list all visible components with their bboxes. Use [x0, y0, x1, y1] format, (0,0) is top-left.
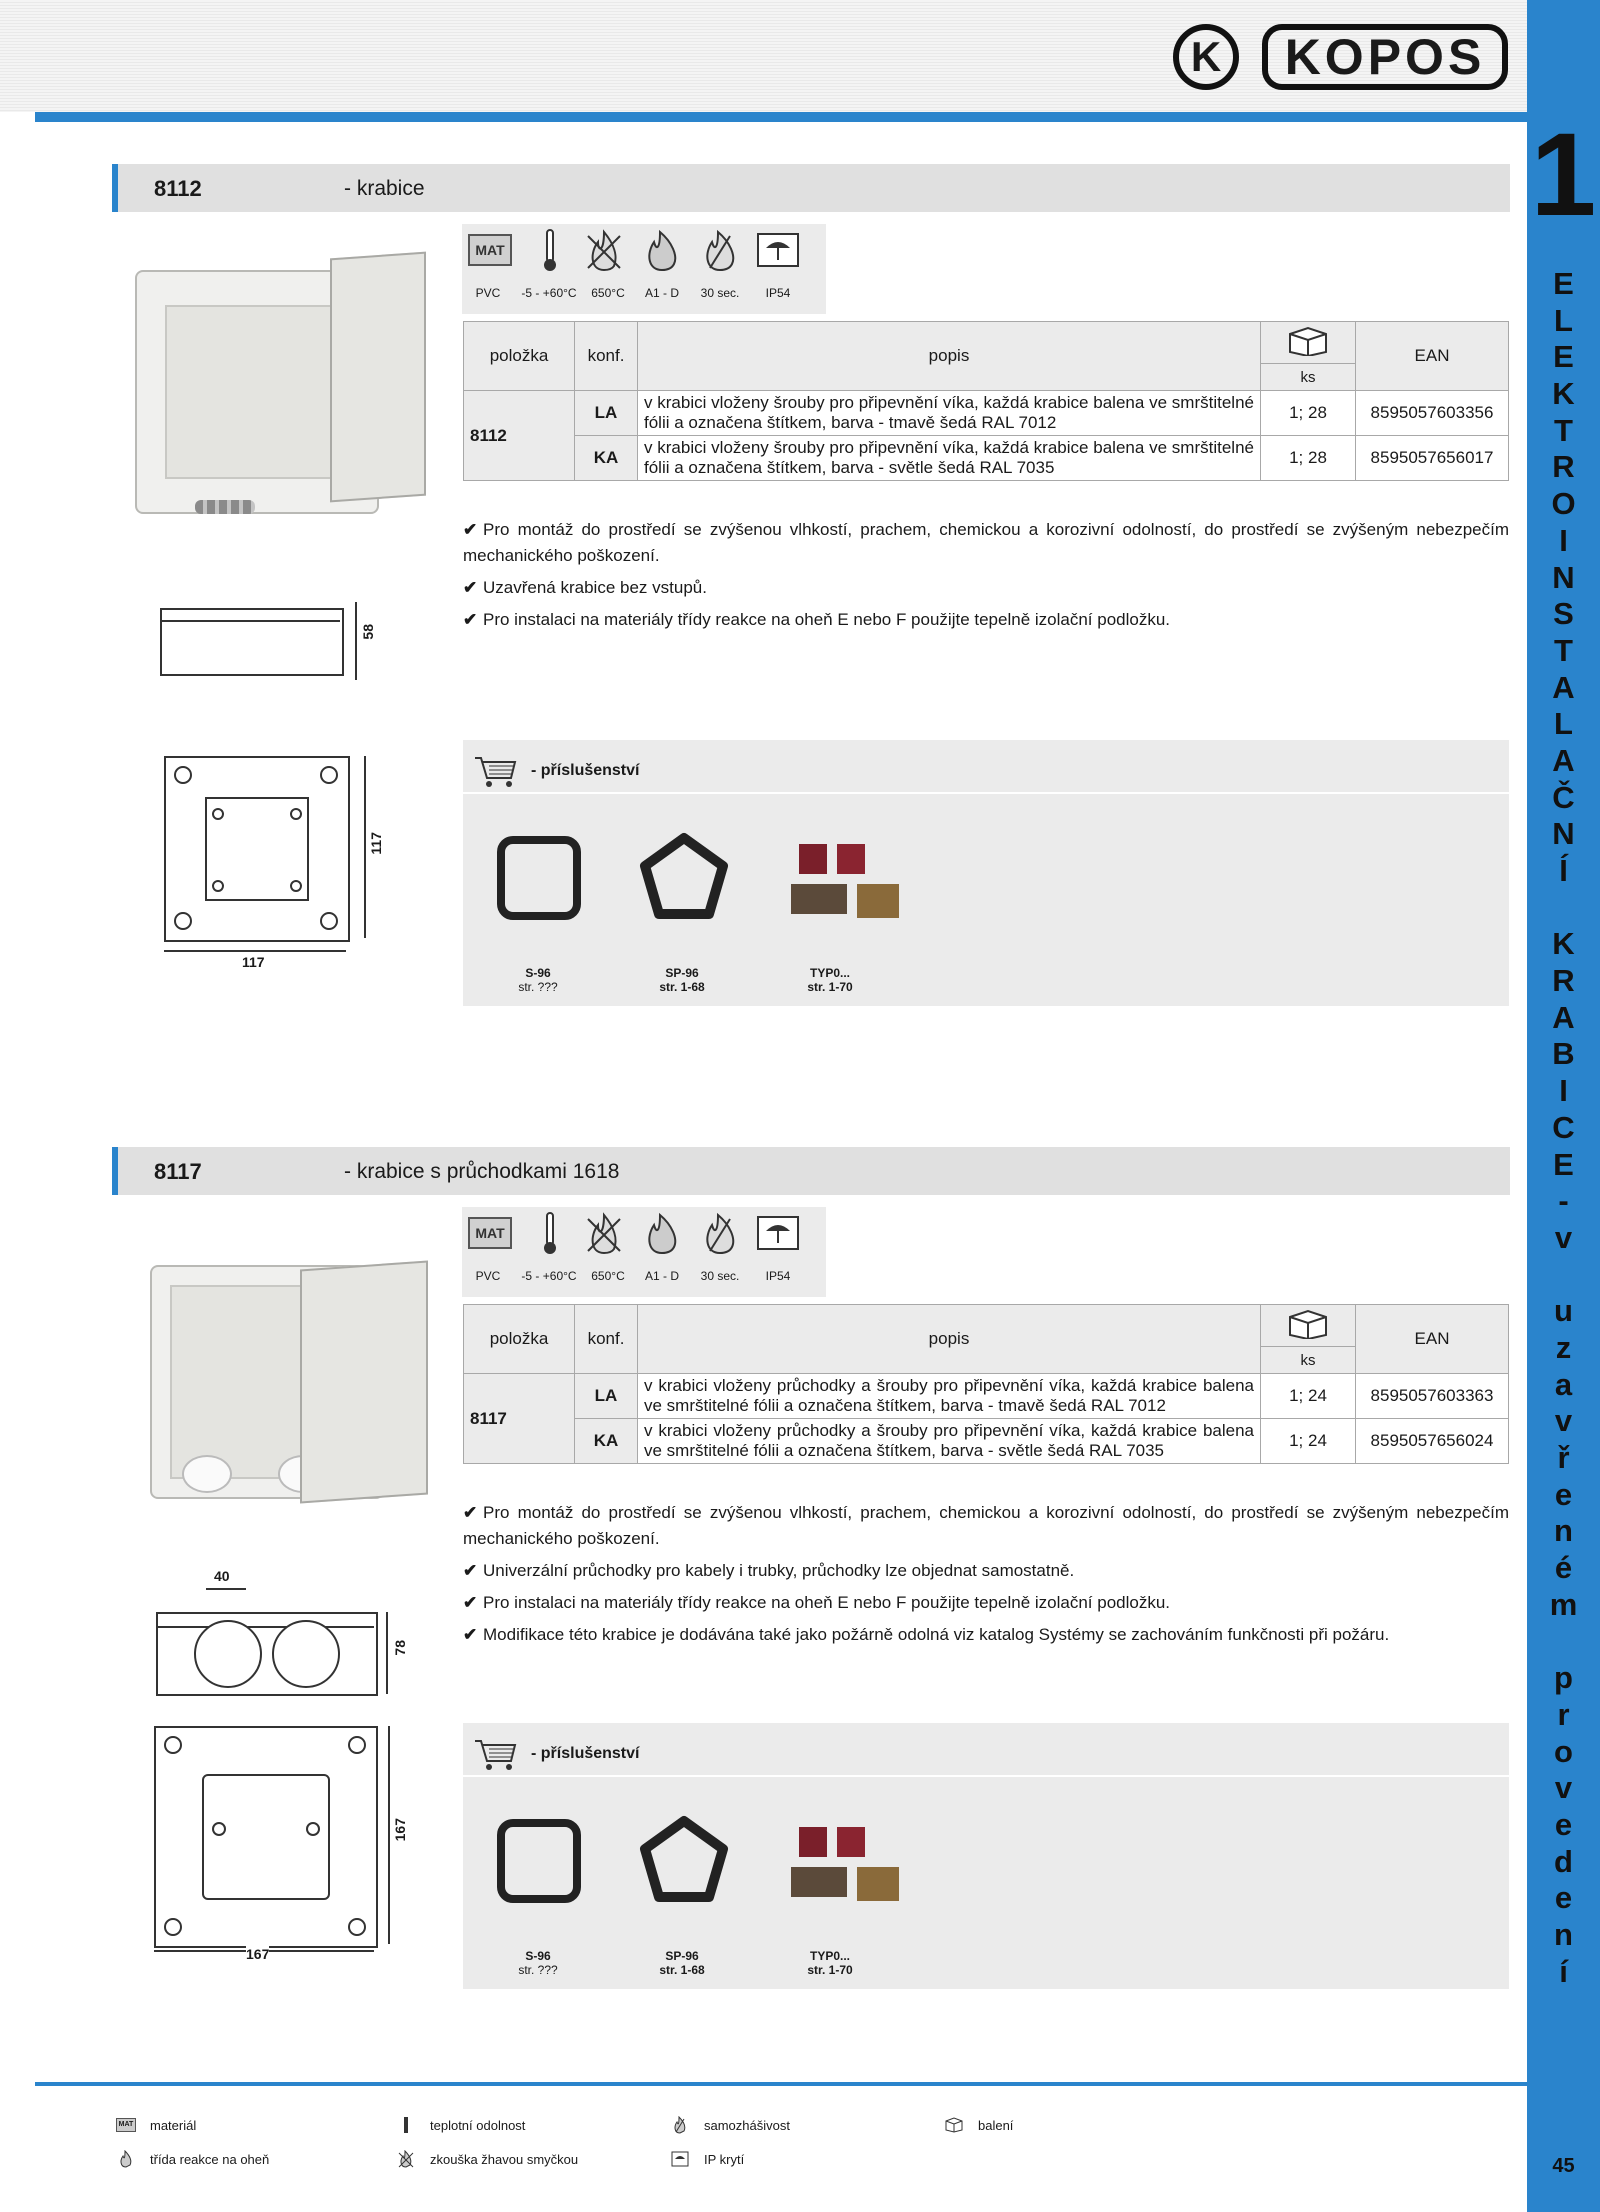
cart-icon [473, 752, 517, 793]
accessories-panel [463, 740, 1509, 1006]
check-icon: ✔ [463, 1593, 478, 1612]
chapter-title-letter: C [1552, 1109, 1575, 1145]
chapter-title-letter: K [1552, 376, 1575, 412]
header-square [73, 112, 86, 122]
ean-code: 8595057656024 [1356, 1419, 1509, 1464]
accessory-name: TYP0... [809, 1949, 850, 1963]
spec-icon-strip [462, 224, 826, 314]
accessory-page: str. 1-68 [659, 1963, 705, 1977]
side-view-drawing [160, 602, 380, 682]
chapter-title-letter: p [1554, 1660, 1573, 1696]
col-header-ean: EAN [1356, 322, 1509, 391]
legend-item [116, 2151, 269, 2167]
chapter-title-letter: S [1553, 596, 1574, 632]
note-item [463, 517, 1509, 569]
legend-label: zkouška žhavou smyčkou [430, 2151, 579, 2167]
glow-wire-icon [582, 1211, 626, 1255]
mat-icon: MAT [468, 1217, 512, 1249]
chapter-title-letter [1527, 1623, 1600, 1660]
legend-item [944, 2117, 1013, 2133]
chapter-title-letter: T [1554, 632, 1573, 668]
flame-icon [640, 228, 684, 272]
flame-icon [640, 1211, 684, 1255]
chapter-title-letter: Í [1559, 853, 1568, 888]
note-text: Pro instalaci na materiály třídy reakce na oheň E nebo F použijte tepelně izolační podložku. [483, 1593, 1171, 1612]
item-description: v krabici vloženy šrouby pro připevnění víka, každá krabice balena ve smrštitelné fólii a označena štítkem, barva - světle šedá RAL 7035 [638, 436, 1261, 481]
chapter-title-letter: N [1552, 816, 1575, 852]
header-square [35, 112, 48, 122]
chapter-title-letter: L [1554, 302, 1573, 338]
note-text: Uzavřená krabice bez vstupů. [483, 578, 707, 597]
thermometer-icon [396, 2117, 416, 2133]
chapter-title-letter: E [1553, 1146, 1574, 1182]
flame-icon [116, 2151, 136, 2167]
dimension-label: 40 [214, 1568, 230, 1584]
konf-code: KA [575, 436, 638, 481]
footer-rule [35, 2082, 1527, 2086]
table-row [464, 436, 1509, 481]
item-description: v krabici vloženy šrouby pro připevnění víka, každá krabice balena ve smrštitelné fólii a označena štítkem, barva - tmavě šedá RAL 7012 [638, 391, 1261, 436]
legend-label: třída reakce na oheň [150, 2151, 270, 2167]
header-square [54, 112, 67, 122]
table-row [464, 1374, 1509, 1419]
self-extinguish-icon [698, 228, 742, 272]
chapter-title-letter: Č [1552, 779, 1575, 815]
spec-label: 650°C [591, 286, 625, 300]
chapter-title-letter [1527, 890, 1600, 927]
note-text: Pro montáž do prostředí se zvýšenou vlhkostí, prachem, chemickou a korozivní odolností, do prostředí se zvýšeným nebezpečím mechanického poškození. [463, 520, 1509, 565]
accessory-page: str. 1-68 [659, 980, 705, 994]
item-code: 8117 [464, 1374, 575, 1464]
chapter-title-letter: z [1555, 1329, 1572, 1365]
dimension-label: 167 [246, 1946, 270, 1962]
glow-wire-icon [582, 228, 626, 272]
check-icon: ✔ [463, 610, 478, 629]
cart-icon [473, 1735, 517, 1776]
check-icon: ✔ [463, 578, 478, 597]
product-photo [130, 255, 430, 525]
legend-label: teplotní odolnost [430, 2117, 526, 2133]
accessory-page: str. 1-70 [807, 1963, 853, 1977]
chapter-title-letter: r [1557, 1696, 1570, 1732]
product-code: 8117 [154, 1159, 202, 1184]
accessories-title: - příslušenství [531, 1745, 640, 1762]
chapter-title-letter: E [1553, 266, 1574, 301]
self-extinguish-icon [670, 2117, 690, 2133]
col-header-ks: ks [1261, 364, 1356, 391]
check-icon: ✔ [463, 520, 478, 539]
package-qty: 1; 24 [1261, 1419, 1356, 1464]
chapter-title-letter: é [1554, 1550, 1573, 1586]
chapter-title-letter: - [1558, 1183, 1569, 1219]
check-icon: ✔ [463, 1561, 478, 1580]
col-header-desc: popis [638, 1305, 1261, 1374]
note-text: Modifikace této krabice je dodávána také jako požárně odolná viz katalog Systémy se zachováním funkčnosti při požáru. [483, 1625, 1390, 1644]
product-photo [130, 1245, 450, 1515]
mat-icon: MAT [468, 234, 512, 266]
note-item [463, 1500, 1509, 1552]
product-code: 8112 [154, 176, 202, 201]
col-header-item: položka [464, 322, 575, 391]
ip-icon [670, 2151, 690, 2167]
table-row [464, 391, 1509, 436]
chapter-title-letter: e [1554, 1476, 1573, 1512]
accessories-panel [463, 1723, 1509, 1989]
item-code: 8112 [464, 391, 575, 481]
chapter-title-letter: K [1552, 926, 1575, 962]
top-view-drawing [150, 1722, 420, 1962]
konf-code: KA [575, 1419, 638, 1464]
spec-label: 650°C [591, 1269, 625, 1283]
brand-mark-text: K [1190, 33, 1222, 80]
frame-s96-image [497, 1819, 581, 1903]
chapter-title-letter [1527, 1257, 1600, 1294]
note-item [463, 1590, 1509, 1616]
chapter-number: 1 [1530, 109, 1597, 241]
section-header [112, 164, 1510, 212]
chapter-title-letter: A [1552, 999, 1575, 1035]
product-table [463, 321, 1509, 481]
item-description: v krabici vloženy průchodky a šrouby pro připevnění víka, každá krabice balena ve smrštitelné fólii a označena štítkem, barva - světle šedá RAL 7035 [638, 1419, 1261, 1464]
legend-item [116, 2117, 196, 2133]
check-icon: ✔ [463, 1625, 478, 1644]
konf-code: LA [575, 391, 638, 436]
frame-sp96-image [639, 832, 729, 922]
chapter-title-letter: v [1554, 1403, 1573, 1439]
dimension-label: 58 [360, 624, 376, 640]
col-header-konf: konf. [575, 322, 638, 391]
chapter-title-letter: I [1559, 1073, 1568, 1109]
header-rule [35, 112, 1527, 122]
chapter-title-letter: n [1554, 1916, 1573, 1952]
note-item [463, 575, 1509, 601]
accessory-page: str. 1-70 [807, 980, 853, 994]
side-view-drawing [150, 1568, 410, 1698]
note-text: Univerzální průchodky pro kabely i trubky, průchodky lze objednat samostatně. [483, 1561, 1075, 1580]
spec-label: A1 - D [644, 286, 679, 300]
check-icon: ✔ [463, 1503, 478, 1522]
accessories-title: - příslušenství [531, 762, 640, 779]
package-icon [944, 2117, 964, 2133]
chapter-title-letter: ř [1557, 1440, 1570, 1475]
chapter-title-letter: A [1552, 742, 1575, 778]
note-text: Pro instalaci na materiály třídy reakce na oheň E nebo F použijte tepelně izolační podložku. [483, 610, 1171, 629]
table-row [464, 1419, 1509, 1464]
package-qty: 1; 28 [1261, 436, 1356, 481]
legend-label: materiál [150, 2117, 197, 2133]
dimension-label: 167 [392, 1818, 408, 1842]
col-header-desc: popis [638, 322, 1261, 391]
accessory-page: str. ??? [518, 1963, 558, 1977]
spec-label: -5 - +60°C [521, 1269, 577, 1283]
chapter-title-letter: e [1554, 1806, 1573, 1842]
dimension-label: 78 [392, 1640, 408, 1656]
accessories-divider [463, 792, 1509, 794]
ip-icon [756, 228, 800, 272]
header-square [92, 112, 105, 122]
ean-code: 8595057603356 [1356, 391, 1509, 436]
spec-label: IP54 [765, 1269, 791, 1283]
top-view-drawing [160, 752, 400, 972]
mat-icon: MAT [116, 2117, 136, 2133]
connector-typ0-image [791, 1827, 899, 1905]
chapter-title-letter: I [1559, 522, 1568, 558]
product-title: - krabice [344, 177, 425, 200]
package-qty: 1; 28 [1261, 391, 1356, 436]
chapter-title-letter: a [1554, 1366, 1573, 1402]
accessory-name: TYP0... [809, 966, 850, 980]
spec-label: 30 sec. [700, 286, 740, 300]
page-number: 45 [1552, 2155, 1575, 2177]
ean-code: 8595057603363 [1356, 1374, 1509, 1419]
col-header-item: položka [464, 1305, 575, 1374]
spec-label: -5 - +60°C [521, 286, 577, 300]
spec-label: PVC [475, 1269, 501, 1283]
dimension-label: 117 [368, 832, 384, 855]
accessory-name: SP-96 [665, 966, 699, 980]
dimension-label: 117 [242, 954, 265, 970]
col-header-ks: ks [1261, 1347, 1356, 1374]
note-text: Pro montáž do prostředí se zvýšenou vlhkostí, prachem, chemickou a korozivní odolností, do prostředí se zvýšeným nebezpečím mechanického poškození. [463, 1503, 1509, 1548]
chapter-title-letter: B [1552, 1036, 1575, 1072]
product-table [463, 1304, 1509, 1464]
chapter-title-letter: A [1552, 669, 1575, 705]
chapter-title-letter: T [1554, 412, 1573, 448]
legend-item [396, 2151, 578, 2167]
product-title: - krabice s průchodkami 1618 [344, 1160, 620, 1183]
spec-label: PVC [475, 286, 501, 300]
chapter-title-vertical [1527, 266, 1600, 1990]
legend-label: balení [978, 2117, 1014, 2133]
chapter-title-letter: n [1554, 1513, 1573, 1549]
chapter-title-letter: m [1549, 1586, 1578, 1622]
note-item [463, 1558, 1509, 1584]
legend-item [396, 2117, 525, 2133]
spec-label: IP54 [765, 286, 791, 300]
spec-label: A1 - D [644, 1269, 679, 1283]
thermometer-icon [528, 228, 572, 272]
note-item [463, 1622, 1509, 1648]
connector-typ0-image [791, 844, 899, 922]
chapter-title-letter: o [1554, 1733, 1573, 1769]
chapter-title-letter: u [1554, 1293, 1573, 1329]
item-description: v krabici vloženy průchodky a šrouby pro připevnění víka, každá krabice balena ve smrštitelné fólii a označena štítkem, barva - tmavě šedá RAL 7012 [638, 1374, 1261, 1419]
chapter-title-letter: R [1552, 449, 1575, 485]
package-icon [1261, 322, 1356, 364]
legend-label: IP krytí [704, 2151, 745, 2167]
chapter-title-letter: v [1554, 1219, 1573, 1255]
feature-notes [463, 517, 1509, 639]
brand-logo-mark [1173, 24, 1239, 90]
ean-code: 8595057656017 [1356, 436, 1509, 481]
legend-item [670, 2117, 790, 2133]
self-extinguish-icon [698, 1211, 742, 1255]
col-header-konf: konf. [575, 1305, 638, 1374]
frame-s96-image [497, 836, 581, 920]
konf-code: LA [575, 1374, 638, 1419]
chapter-title-letter: í [1559, 1953, 1568, 1989]
note-item [463, 607, 1509, 633]
accessories-divider [463, 1775, 1509, 1777]
frame-sp96-image [639, 1815, 729, 1905]
chapter-title-letter: L [1554, 706, 1573, 742]
chapter-title-letter: N [1552, 559, 1575, 595]
brand-logo-name: KOPOS [1262, 24, 1508, 90]
accessory-name: SP-96 [665, 1949, 699, 1963]
accessory-name: S-96 [525, 1949, 551, 1963]
feature-notes [463, 1500, 1509, 1654]
accessory-page: str. ??? [518, 980, 558, 994]
package-icon [1261, 1305, 1356, 1347]
legend-item [670, 2151, 744, 2167]
chapter-title-letter: v [1554, 1770, 1573, 1806]
chapter-title-letter: E [1553, 339, 1574, 375]
chapter-title-letter: R [1552, 963, 1575, 999]
chapter-title-letter: e [1554, 1880, 1573, 1916]
ip-icon [756, 1211, 800, 1255]
legend-label: samozhášivost [704, 2117, 790, 2133]
spec-icon-strip [462, 1207, 826, 1297]
spec-label: 30 sec. [700, 1269, 740, 1283]
package-qty: 1; 24 [1261, 1374, 1356, 1419]
chapter-title-letter: O [1551, 486, 1576, 522]
section-header [112, 1147, 1510, 1195]
glow-wire-icon [396, 2151, 416, 2167]
chapter-title-letter: d [1554, 1843, 1573, 1879]
accessory-name: S-96 [525, 966, 551, 980]
thermometer-icon [528, 1211, 572, 1255]
col-header-ean: EAN [1356, 1305, 1509, 1374]
